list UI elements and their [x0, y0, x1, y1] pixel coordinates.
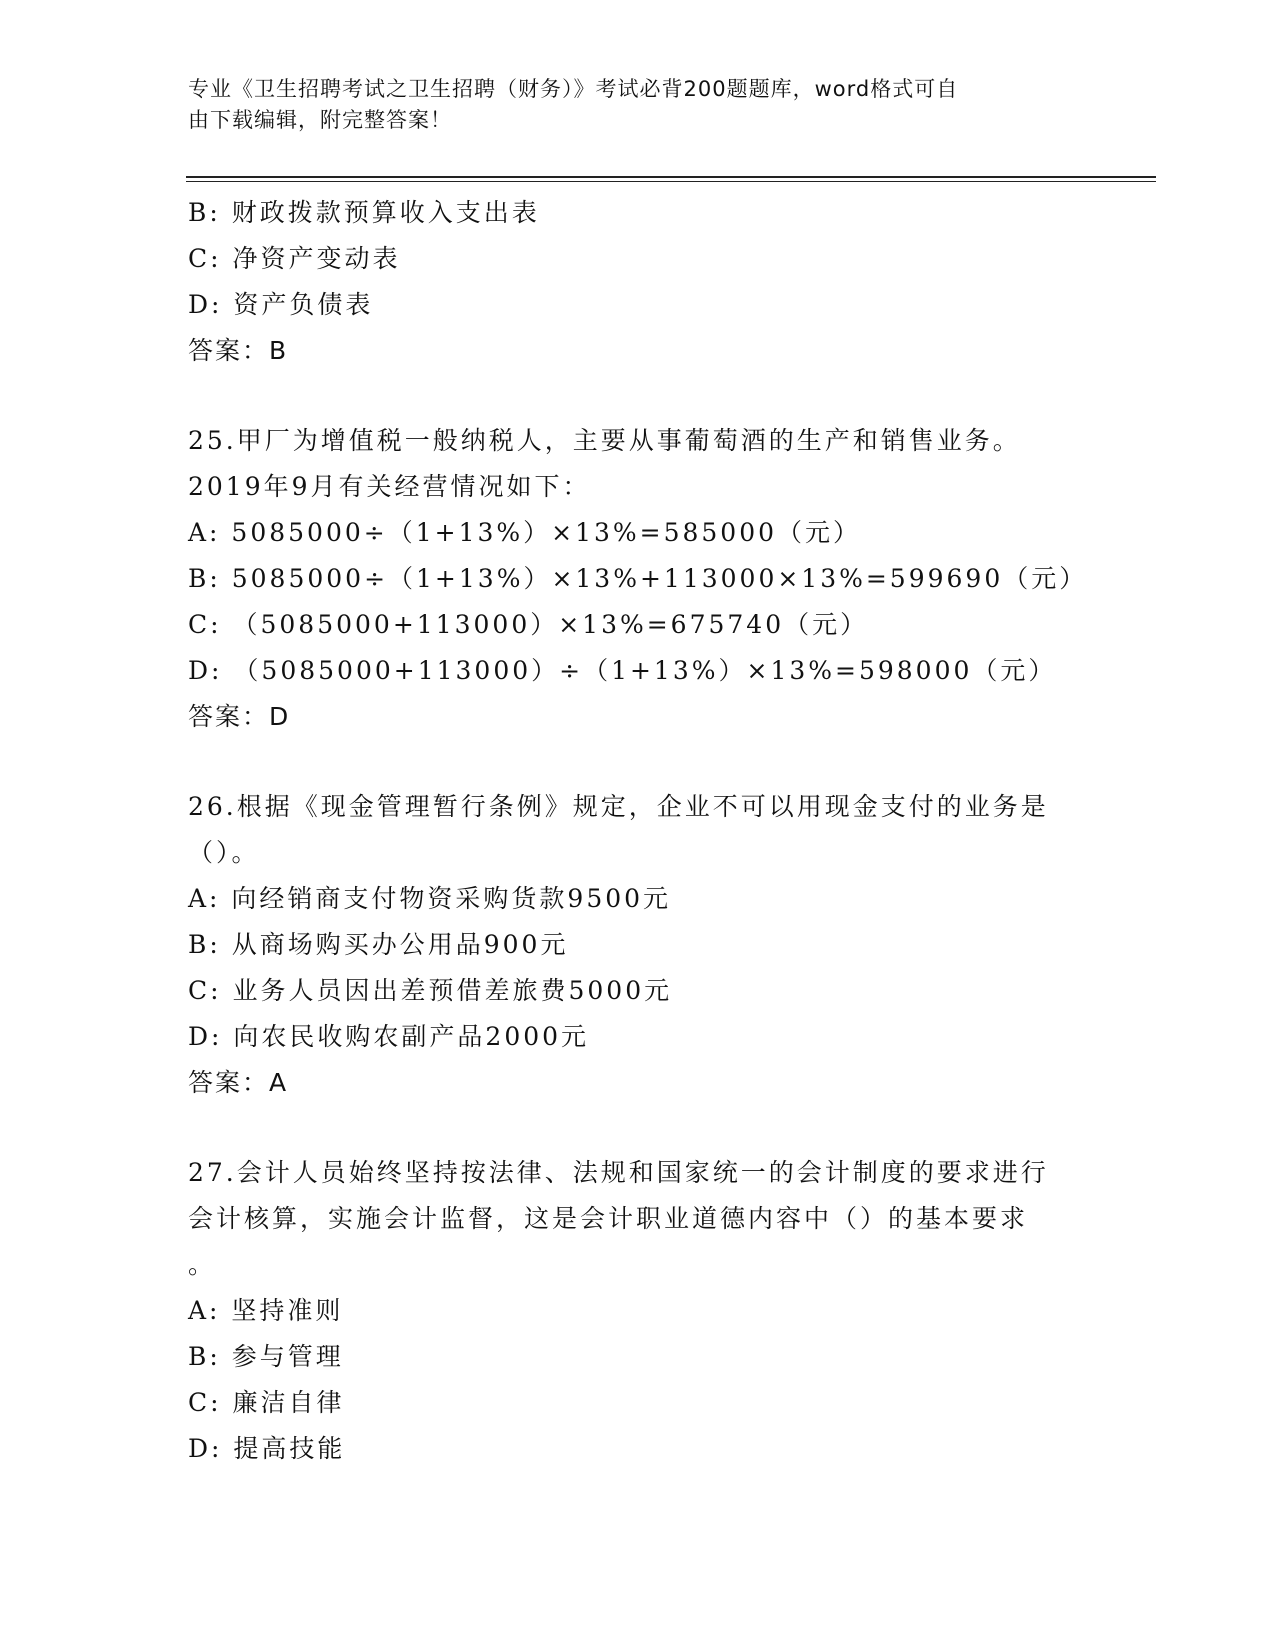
header-line-1: 专业《卫生招聘考试之卫生招聘（财务）》考试必背200题题库，word格式可自: [188, 77, 959, 101]
document-body: [188, 190, 1088, 1472]
option-b: B: 参与管理: [188, 1342, 344, 1371]
header-divider-thin: [186, 181, 1156, 182]
answer: 答案：A: [188, 1068, 289, 1097]
question-25: [188, 418, 1088, 740]
option-a: A: 5085000÷（1+13%）×13%=585000（元）: [188, 518, 862, 547]
question-26: [188, 784, 1088, 1106]
question-stem: 27.会计人员始终坚持按法律、法规和国家统一的会计制度的要求进行: [188, 1158, 1049, 1187]
answer: 答案：B: [188, 336, 289, 365]
option-d: D: （5085000+113000）÷（1+13%）×13%=598000（元）: [188, 656, 1057, 685]
question-27: [188, 1150, 1088, 1472]
question-stem: 2019年9月有关经营情况如下：: [188, 472, 591, 501]
option-b: B: 从商场购买办公用品900元: [188, 930, 569, 959]
option-c: C: 净资产变动表: [188, 244, 401, 273]
option-a: A: 向经销商支付物资采购货款9500元: [188, 884, 672, 913]
question-stem: （）。: [188, 838, 260, 867]
option-c: C: （5085000+113000）×13%=675740（元）: [188, 610, 869, 639]
option-d: D: 向农民收购农副产品2000元: [188, 1022, 590, 1051]
option-c: C: 廉洁自律: [188, 1388, 345, 1417]
page-header: [188, 74, 1088, 136]
header-line-2: 由下载编辑，附完整答案！: [188, 108, 452, 132]
question-stem: 25.甲厂为增值税一般纳税人，主要从事葡萄酒的生产和销售业务。: [188, 426, 1021, 455]
answer: 答案：D: [188, 702, 291, 731]
question-stem: 会计核算，实施会计监督，这是会计职业道德内容中（）的基本要求: [188, 1204, 1029, 1233]
question-stem: 26.根据《现金管理暂行条例》规定，企业不可以用现金支付的业务是: [188, 792, 1049, 821]
option-b: B: 5085000÷（1+13%）×13%+113000×13%=599690（元）: [188, 564, 1088, 593]
option-b: B: 财政拨款预算收入支出表: [188, 198, 540, 227]
option-a: A: 坚持准则: [188, 1296, 344, 1325]
option-d: D: 资产负债表: [188, 290, 374, 319]
question-stem: 。: [188, 1250, 217, 1279]
option-d: D: 提高技能: [188, 1434, 346, 1463]
option-c: C: 业务人员因出差预借差旅费5000元: [188, 976, 673, 1005]
header-divider-thick: [186, 176, 1156, 178]
question-24-continued: [188, 190, 1088, 374]
